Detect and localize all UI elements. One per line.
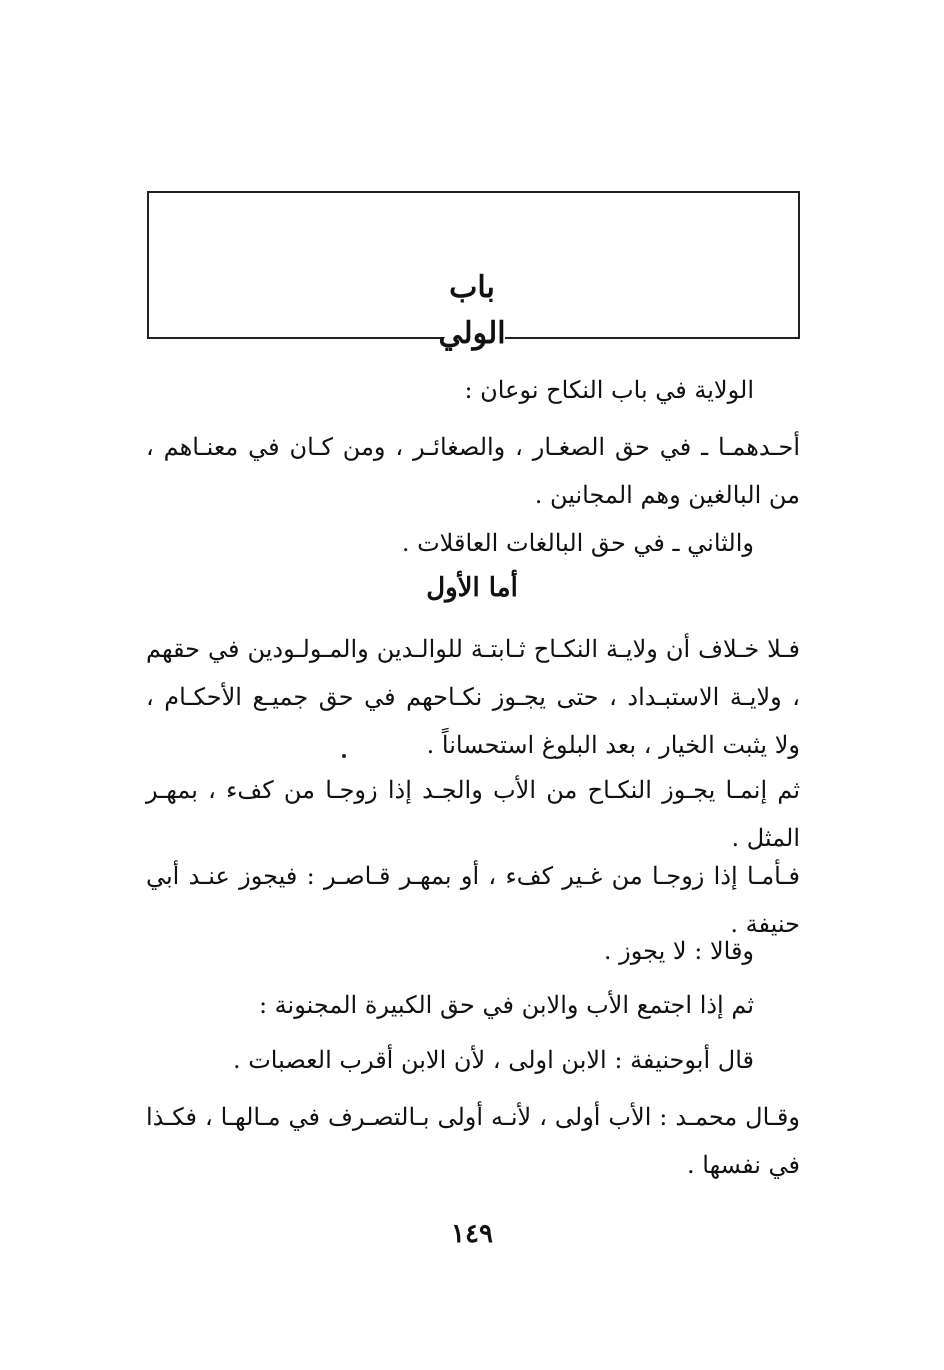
paragraph-3: فـلا خـلاف أن ولايـة النكـاح ثـابتـة للوالـدين والمـولـودين في حقهم ، ولايـة الاستبـداد ، حتى يجـوز نكـاحهم في حق جميـع الأحكـام ، ولا يثبت الخيار ، بعد البلوغ استحساناً .: [146, 635, 800, 759]
page-number: ١٤٩: [451, 1219, 493, 1249]
chapter-title: الولي: [438, 316, 506, 351]
paragraph-2: والثاني ـ في حق البالغات العاقلات .: [401, 529, 754, 557]
paragraph-4: ثم إنمـا يجـوز النكـاح من الأب والجـد إذا زوجـا من كفء ، بمهـر المثل .: [146, 776, 800, 852]
paragraph-6: وقالا : لا يجوز .: [603, 937, 754, 965]
paragraph-9: وقـال محمـد : الأب أولى ، لأنـه أولى بـالتصـرف في مـالهـا ، فكـذا في نفسها .: [146, 1103, 800, 1179]
section-heading: أما الأول: [426, 573, 518, 603]
paragraph-7: ثم إذا اجتمع الأب والابن في حق الكبيرة المجنونة :: [258, 991, 754, 1019]
chapter-word: باب: [449, 270, 495, 305]
paragraph-1: أحـدهمـا ـ في حق الصغـار ، والصغائـر ، ومن كـان في معنـاهم ، من البالغين وهم المجانين .: [146, 433, 800, 509]
paragraph-5: فـأمـا إذا زوجـا من غـير كفء ، أو بمهـر قـاصـر : فيجوز عنـد أبي حنيفة .: [146, 862, 800, 938]
stray-dot: [342, 754, 346, 758]
paragraph-8: قال أبوحنيفة : الابن اولى ، لأن الابن أقرب العصبات .: [232, 1046, 754, 1074]
intro-line: الولاية في باب النكاح نوعان :: [464, 376, 754, 404]
